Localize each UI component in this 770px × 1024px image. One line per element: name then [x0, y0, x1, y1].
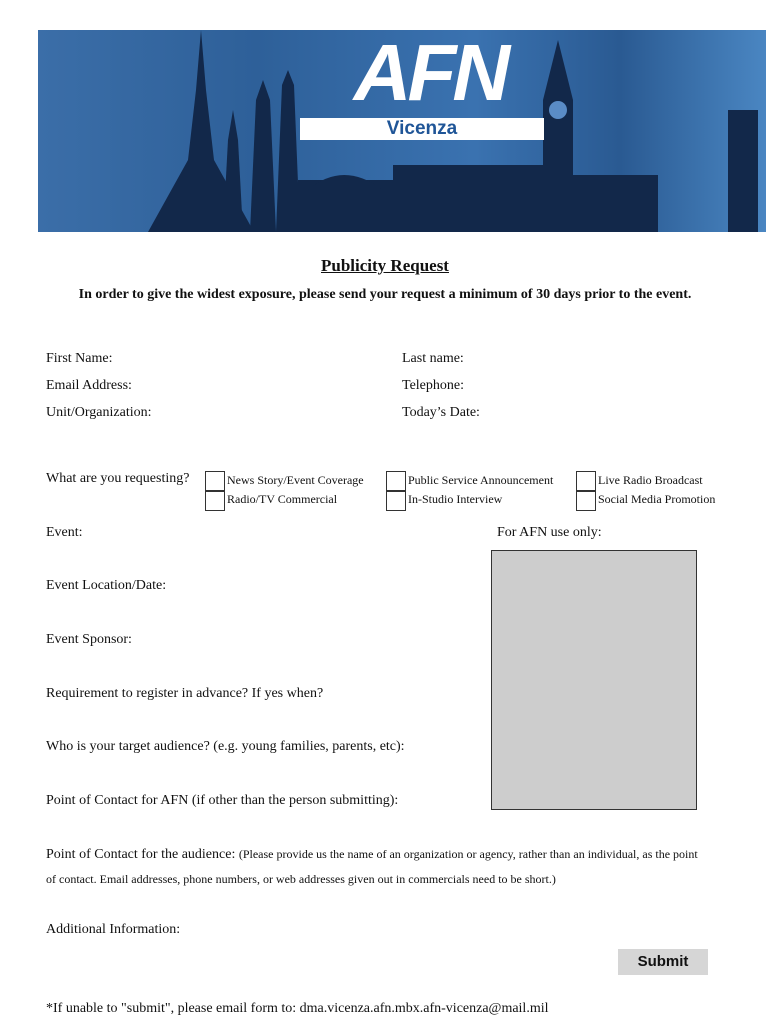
request-label: What are you requesting? [46, 471, 190, 486]
checkbox-radio-tv-commercial[interactable] [205, 491, 225, 511]
checkbox-news-story[interactable] [205, 471, 225, 491]
poc-audience-field[interactable] [46, 847, 698, 863]
poc-note-continued: of contact. Email addresses, phone numbers, or web addresses given out in commercials need to be short.) [46, 872, 556, 886]
register-field[interactable]: Requirement to register in advance? If yes when? [46, 686, 324, 701]
checkbox-psa[interactable] [386, 471, 406, 491]
option-label: Live Radio Broadcast [598, 473, 703, 487]
audience-field[interactable]: Who is your target audience? (e.g. young families, parents, etc): [46, 739, 405, 754]
poc-note: (Please provide us the name of an organization or agency, rather than an individual, as the point [238, 847, 698, 861]
event-sponsor-field[interactable]: Event Sponsor: [46, 632, 132, 647]
poc-audience-label: Point of Contact for the audience: [46, 847, 236, 862]
last-name-field[interactable]: Last name: [402, 351, 464, 366]
telephone-field[interactable]: Telephone: [402, 378, 464, 393]
page-subtitle: In order to give the widest exposure, please send your request a minimum of 30 days prior to the event. [78, 287, 692, 302]
first-name-field[interactable]: First Name: [46, 351, 113, 366]
option-label: Radio/TV Commercial [227, 492, 338, 506]
date-field[interactable]: Today’s Date: [402, 405, 480, 420]
event-location-field[interactable]: Event Location/Date: [46, 578, 167, 593]
event-field[interactable]: Event: [46, 525, 83, 540]
additional-info-field[interactable]: Additional Information: [46, 922, 181, 937]
checkbox-social-media[interactable] [576, 491, 596, 511]
checkbox-in-studio-interview[interactable] [386, 491, 406, 511]
poc-afn-field[interactable]: Point of Contact for AFN (if other than the person submitting): [46, 793, 399, 808]
afn-use-box [491, 550, 697, 810]
afn-vicenza-banner [38, 30, 766, 232]
location-label: Vicenza [300, 118, 544, 140]
unit-field[interactable]: Unit/Organization: [46, 405, 152, 420]
checkbox-live-radio[interactable] [576, 471, 596, 491]
email-field[interactable]: Email Address: [46, 378, 132, 393]
option-label: News Story/Event Coverage [227, 473, 364, 487]
footer-note: *If unable to "submit", please email form to: dma.vicenza.afn.mbx.afn-vicenza@mail.mil [46, 1001, 549, 1016]
option-label: Social Media Promotion [598, 492, 716, 506]
page-title: Publicity Request [321, 256, 449, 275]
option-label: Public Service Announcement [408, 473, 554, 487]
afn-use-label: For AFN use only: [497, 525, 602, 540]
option-label: In-Studio Interview [408, 492, 503, 506]
afn-logo: AFN [353, 34, 507, 112]
submit-button[interactable]: Submit [618, 949, 708, 975]
